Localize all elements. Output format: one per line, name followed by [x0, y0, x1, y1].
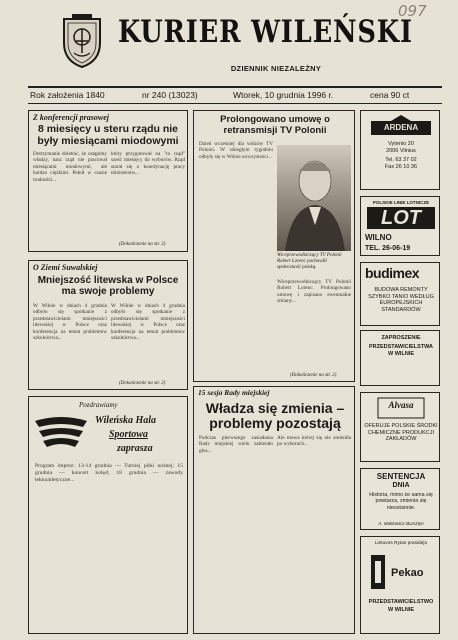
- photo-caption: Wiceprzewodniczący TV Polonii Robert Lorenc pochwalił społeczność polską.: [277, 253, 342, 270]
- article-kicker: 15 sesja Rady miejskiej: [198, 388, 270, 397]
- article-body-col2: W Wilnie w dniach 4 grudnia odbyło się spotkanie z przedstawicielami mniejszości litewskiej w Polsce oraz konferencja na temat problemów szkolnictwa...: [111, 303, 185, 342]
- office-line2: W WILNIE: [388, 351, 414, 357]
- article-body-col2: który przygotował na "to rząd" sześć miesięcy do wyborów. Rząd starał się o koordynację pracy ministerstw...: [111, 151, 185, 177]
- article-body-col1: Dotrzymanie obietnic, że ustąpimy władzy, nasz rząd nie pracował miesiącami miodowymi, ale bardzo ciężkimi. Pełnił w czasie trudności...: [33, 151, 107, 183]
- company-brand: Alvasa: [388, 400, 414, 410]
- newspaper-title: KURIER WILEŃSKI: [118, 14, 413, 50]
- sports-logo-icon: [33, 413, 89, 453]
- article-headline: Mniejszość litewska w Polsce ma swoje problemy: [37, 275, 179, 297]
- company-body: OFERUJE POLSKIE ŚRODKI CHEMICZNE PRODUKCJI ZAKŁADÓW: [364, 423, 438, 442]
- newspaper-subtitle: DZIENNIK NIEZALEŻNY: [230, 64, 322, 73]
- portrait-photo: [277, 145, 351, 251]
- article-headline: Prolongowano umowę o retransmisji TV Polonii: [220, 114, 330, 136]
- coat-of-arms-icon: [58, 13, 106, 69]
- pekao-ad: [360, 536, 440, 634]
- article-city-council: [193, 386, 355, 634]
- issue-meta-row: [30, 90, 440, 102]
- office-line1: PRZEDSTAWICIELSTWA: [368, 344, 434, 350]
- article-kicker: O Ziemi Suwalskiej: [33, 263, 98, 272]
- article-body-col1: W Wilnie w dniach 4 grudnia odbyło się spotkanie z przedstawicielami mniejszości litewskiej w Polsce oraz konferencja na temat problemów szkolnictwa...: [33, 303, 107, 342]
- sports-hall-ad: [28, 396, 188, 634]
- ad-kicker: Pozdrawiamy: [79, 401, 118, 409]
- article-headline: Władza się zmienia – problemy pozostają: [205, 400, 345, 431]
- pekao-logo-icon: [369, 553, 387, 591]
- pekao-brand: Pekao: [391, 567, 424, 579]
- lot-phone: TEL. 26-06-19: [365, 245, 411, 252]
- sentence-author: A. Maklowicz-Bursztyn: [378, 521, 424, 526]
- sentence-body: Historia, mimo że sama się powtarza, zmienia się nieustannie.: [369, 492, 433, 511]
- lot-city: WILNO: [365, 233, 392, 242]
- continued-note: (Dokończenie na str. 2): [119, 242, 166, 247]
- issue-number: nr 240 (13023): [142, 90, 198, 100]
- lot-small-text: POLSKIE LINIE LOTNICZE: [372, 200, 430, 205]
- lot-ad: [360, 196, 440, 256]
- article-body-col1: Dzień wcześniej dla widzów TV Polonii. W ubiegłym tygodniu odbyły się w Wilnie uroczystości...: [199, 141, 273, 160]
- ad-title-2: Sportowa: [109, 429, 148, 440]
- sentence-label: DNIA: [392, 482, 410, 489]
- article-body-col1: Podczas pierwszego zasiadania Rady miejskiej wielu zabierało głos...: [199, 435, 273, 454]
- pekao-line1: PRZEDSTAWICIELSTWO: [368, 599, 434, 605]
- article-lithuanian-minority: [28, 260, 188, 390]
- office-ad: [360, 330, 440, 386]
- ardena-address-1: Vytenio 20: [388, 141, 414, 147]
- ad-body: Program imprez: 13-14 grudnia — Turniej piłki nożnej; 15 grudnia — koncert kolęd; 18 grudnia — zawody lekkoatletyczne...: [35, 463, 183, 483]
- ardena-address-2: 2006 Vilnius: [386, 148, 416, 154]
- article-body-col2: Ale mowa której się nie zmieniła po wyborach...: [277, 435, 351, 448]
- article-tv-polonia: [193, 110, 355, 382]
- ardena-fax: Fax 26 10 36: [384, 164, 418, 170]
- issue-date: Wtorek, 10 grudnia 1996 r.: [233, 90, 334, 100]
- ad-title-3: zaprasza: [117, 443, 153, 454]
- chemicals-ad: [360, 392, 440, 462]
- meta-rule: [28, 103, 442, 104]
- continued-note: (Dokończenie na str. 2): [119, 381, 166, 386]
- ardena-ad: [360, 110, 440, 190]
- handwritten-note: 097: [398, 2, 427, 20]
- masthead-rule: [28, 86, 442, 88]
- ardena-phone: Tel. 63 37 02: [385, 157, 417, 163]
- budimex-brand: budimex: [365, 265, 420, 281]
- pekao-top: Lietuvos Rytas prasidėjo: [374, 541, 428, 546]
- office-title: ZAPROSZENIE: [381, 335, 421, 341]
- article-conference: [28, 110, 188, 252]
- budimex-body: BUDOWA REMONTY SZYBKO TANIO WEDŁUG EUROPEJSKICH STANDARDÓW: [368, 287, 434, 313]
- ad-title-1: Wileńska Hala: [95, 415, 157, 426]
- article-headline: 8 miesięcy u steru rządu nie były miesiącami miodowymi: [37, 123, 179, 147]
- pekao-line2: W WILNIE: [388, 607, 414, 613]
- budimex-ad: [360, 262, 440, 326]
- sentence-title: SENTENCJA: [376, 472, 426, 481]
- founded-year: Rok założenia 1840: [30, 90, 105, 100]
- continued-note: (Dokończenie na str. 2): [290, 373, 337, 378]
- lot-brand: LOT: [381, 207, 421, 229]
- article-kicker: Z konferencji prasowej: [33, 113, 109, 122]
- ardena-brand: ARDENA: [383, 123, 419, 132]
- price: cena 90 ct: [370, 90, 410, 100]
- sentence-box: [360, 468, 440, 530]
- article-body-col2: Wiceprzewodniczący TV Polonii Robert Lorenc. Prolongowano umowę i zapisano ewentualne zmiany...: [277, 279, 351, 305]
